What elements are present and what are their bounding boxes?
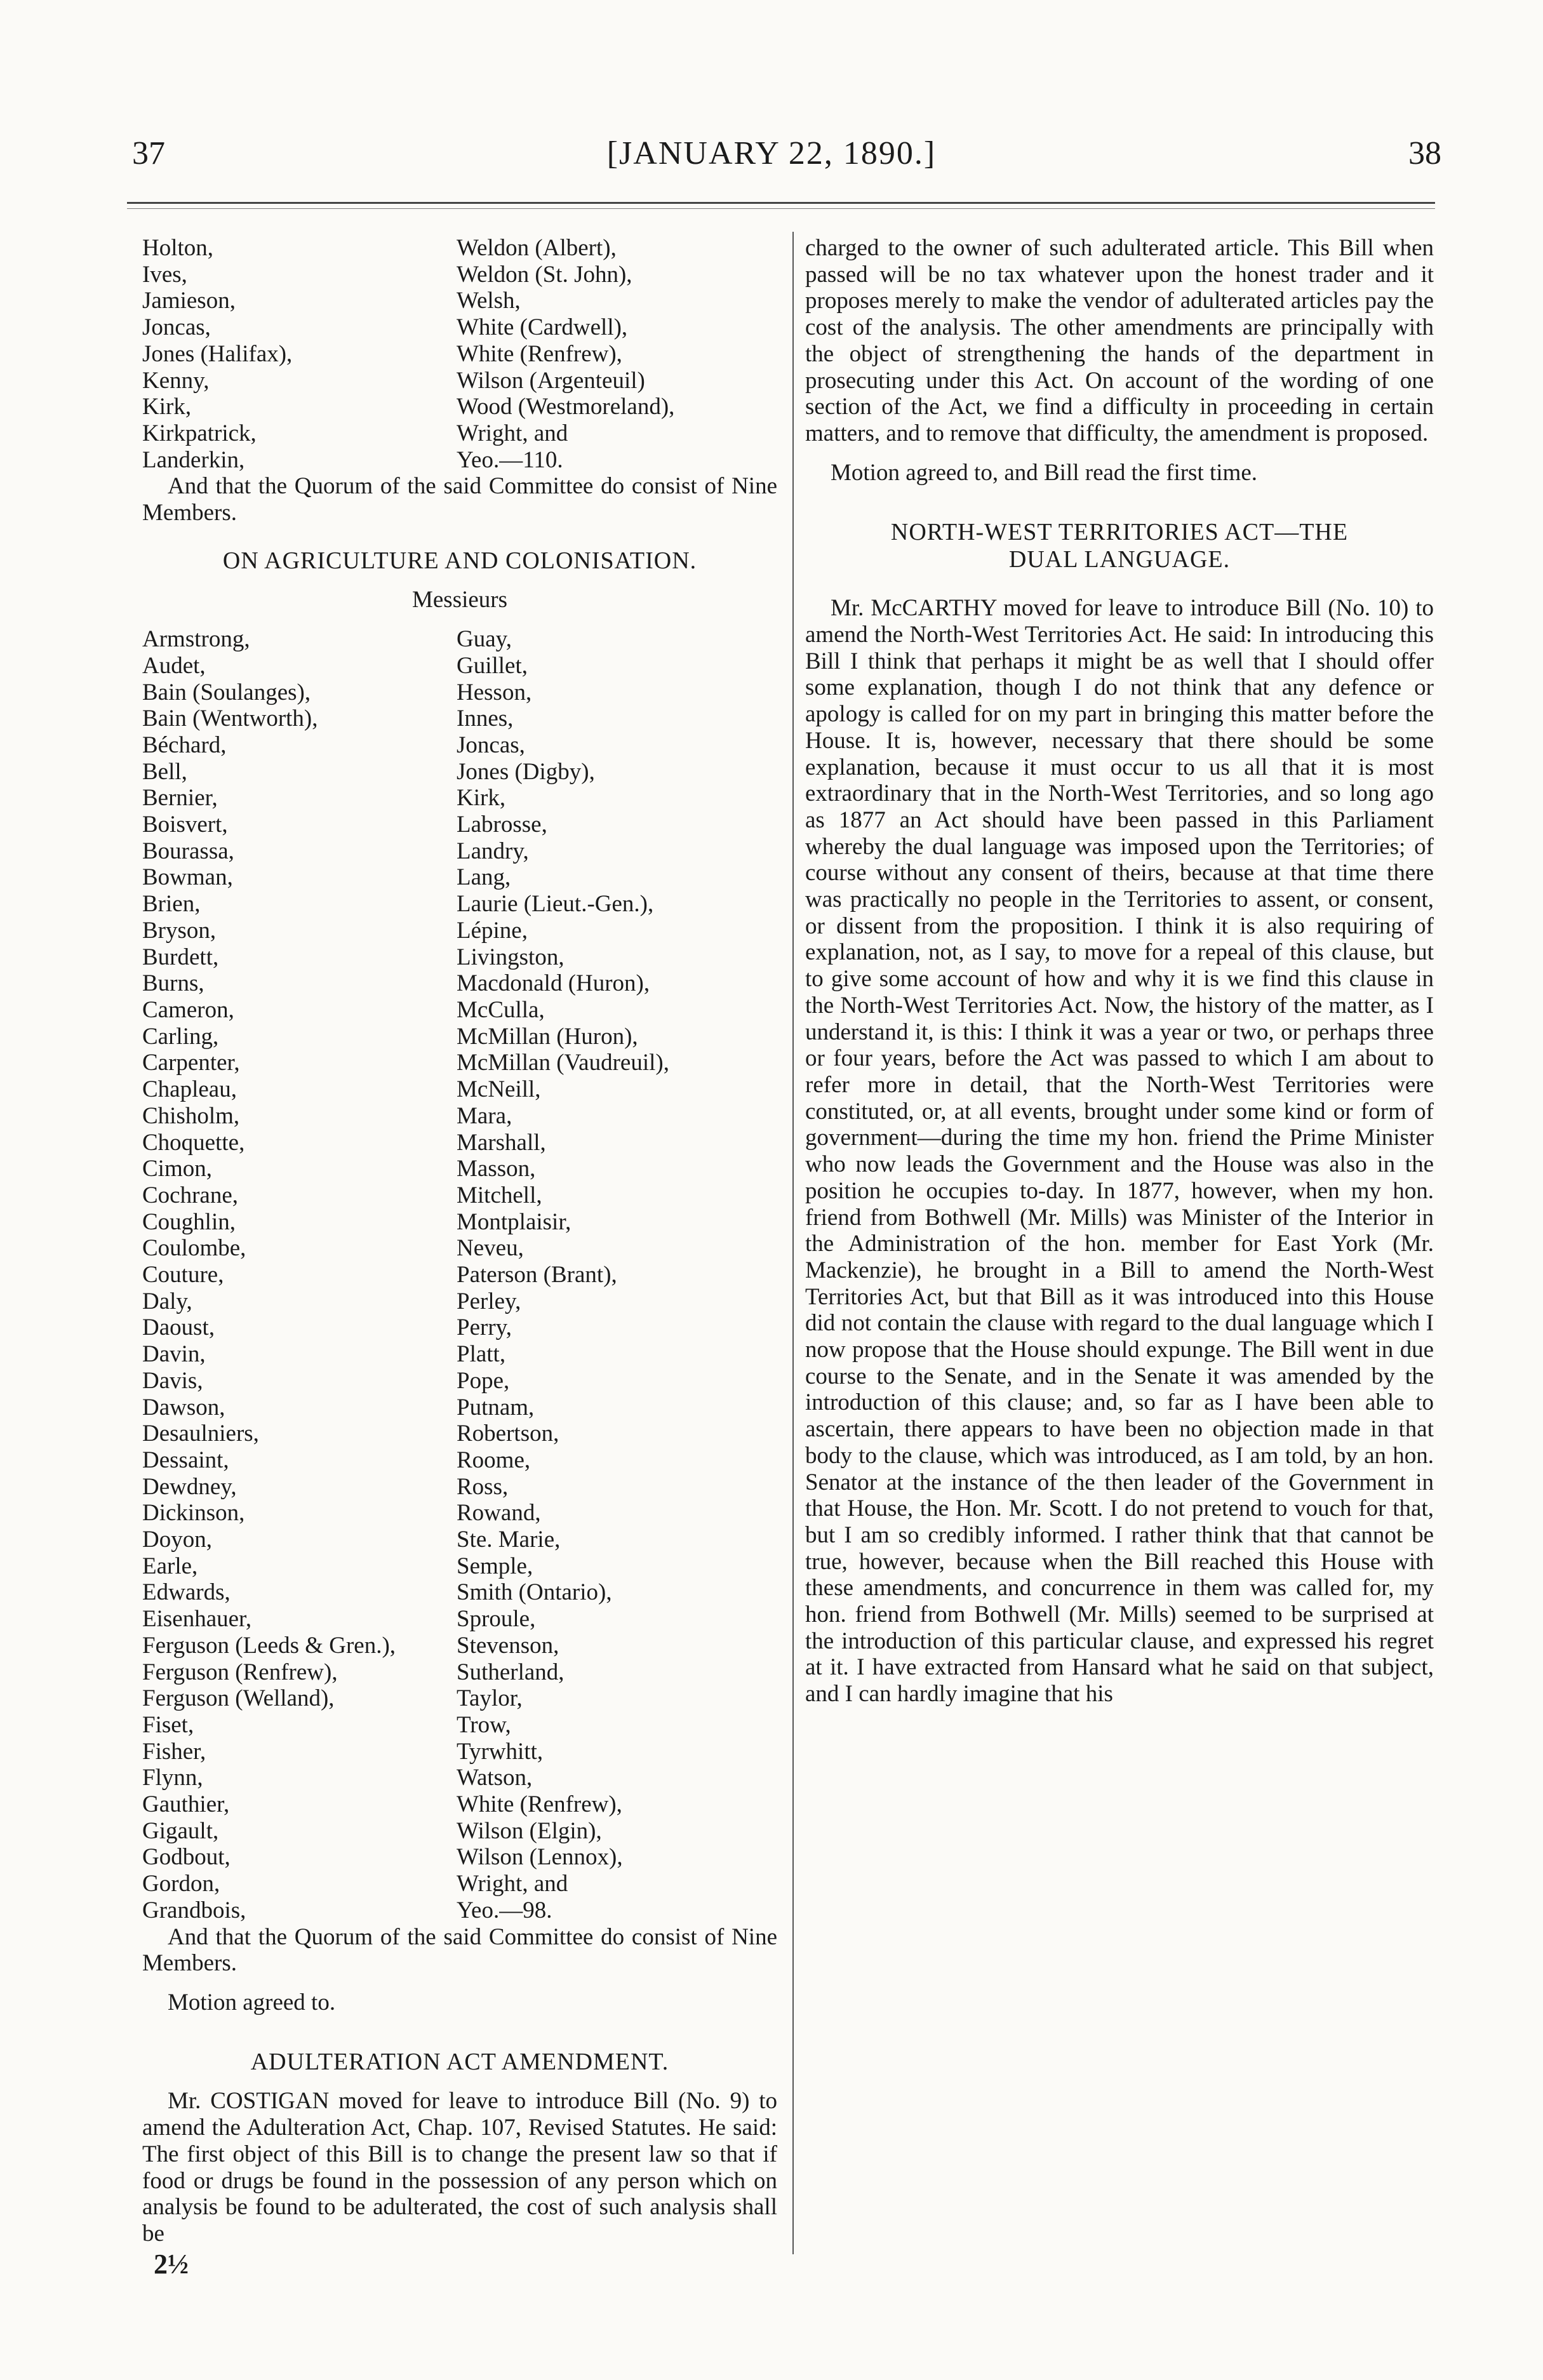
member-list-col2 [457,235,774,473]
member-name: Dessaint, [142,1447,229,1473]
member-name: Marshall, [457,1129,546,1156]
member-name: Landerkin, [142,446,245,473]
member-name: Bell, [142,758,187,785]
member-name: Daly, [142,1288,192,1314]
member-name: Carling, [142,1023,219,1050]
member-name: Ferguson (Leeds & Gren.), [142,1632,396,1659]
member-name: Ross, [457,1473,509,1500]
member-name: Mara, [457,1102,512,1129]
member-name: Wilson (Argenteuil) [457,367,645,394]
member-name: Choquette, [142,1129,245,1156]
member-name: Wright, and [457,1871,568,1897]
member-name: Doyon, [142,1527,212,1553]
continuation-paragraph: charged to the owner of such adulterated article. This Bill when passed will be no tax whatever upon the honest trader and it proposes merely to make the vendor of adulterated articles pay the cost of the analysis. The other amendments are principally with the object of strengthening the hands of the department in prosecuting under this Act. On account of the wording of one section of the Act, we find a difficulty in proceeding in certain matters, and to remove that difficulty, the amendment is proposed. [805,235,1434,446]
member-name: Yeo.—110. [457,446,563,473]
member-name: Boisvert, [142,812,228,838]
member-name: Jones (Digby), [457,758,595,785]
heading-line-2: DUAL LANGUAGE. [1008,546,1231,573]
member-name: Ste. Marie, [457,1527,561,1553]
member-name: Putnam, [457,1394,535,1421]
member-name: Masson, [457,1156,536,1182]
member-name: Couture, [142,1262,224,1288]
member-name: Earle, [142,1553,198,1579]
member-name: Mitchell, [457,1182,542,1208]
page-date: [JANUARY 22, 1890.] [606,135,937,171]
member-name: Brien, [142,891,201,918]
member-name: Laurie (Lieut.-Gen.), [457,891,654,918]
member-name: Kirk, [142,394,192,420]
member-name: Neveu, [457,1235,524,1262]
member-name: Perry, [457,1314,512,1341]
member-name: Paterson (Brant), [457,1262,617,1288]
member-name: Landry, [457,838,529,864]
member-name: White (Renfrew), [457,1791,622,1818]
member-name: McNeill, [457,1076,541,1103]
member-name: Weldon (Albert), [457,235,617,261]
member-name: Perley, [457,1288,521,1314]
member-name: Holton, [142,235,214,261]
member-list-col1 [142,235,457,473]
member-name: White (Cardwell), [457,314,628,341]
section-heading-adulteration: ADULTERATION ACT AMENDMENT. [250,2048,669,2075]
member-name: Fisher, [142,1738,206,1765]
left-column [142,235,777,2280]
member-name: Roome, [457,1447,531,1473]
motion-agreed: Motion agreed to. [168,1989,336,2016]
member-name: Guay, [457,626,512,653]
member-name: Fiset, [142,1711,194,1738]
member-name: Bowman, [142,864,233,891]
member-name: Bryson, [142,917,217,944]
member-name: Platt, [457,1341,506,1368]
member-name: Macdonald (Huron), [457,970,650,997]
member-name: Hesson, [457,679,532,705]
member-name: Kirkpatrick, [142,420,257,446]
member-name: Grandbois, [142,1897,246,1923]
member-name: Chisholm, [142,1102,240,1129]
member-name: Montplaisir, [457,1208,571,1235]
column-divider [792,232,794,2254]
member-name: Rowand, [457,1500,541,1527]
member-name: Tyrwhitt, [457,1738,544,1765]
member-name: Audet, [142,652,206,679]
member-name: Dewdney, [142,1473,237,1500]
page-number-left: 37 [132,135,165,171]
member-name: Kirk, [457,785,506,812]
signature-mark: 2½ [154,2248,189,2280]
member-name: Davis, [142,1367,203,1394]
page-header [0,0,1543,203]
member-name: Cameron, [142,996,234,1023]
member-name: Coulombe, [142,1235,246,1262]
member-name: Gauthier, [142,1791,230,1818]
member-name: Bourassa, [142,838,234,864]
member-name: Bernier, [142,785,218,812]
member-name: Jamieson, [142,288,236,314]
member-name: Weldon (St. John), [457,261,632,288]
member-name: Watson, [457,1765,533,1791]
member-name: Lépine, [457,917,528,944]
member-name: Pope, [457,1367,510,1394]
member-name: Sproule, [457,1606,536,1633]
mccarthy-paragraph: Mr. McCARTHY moved for leave to introduce Bill (No. 10) to amend the North-West Territories Act. He said: In introducing this Bill I think that perhaps it might be as well that I should offer some explanation, though I do not think that any defence or apology is called for on my part in bringing this matter before the House. It is, however, necessary that there should be some explanation, because it must occur to us all that it is most extraordinary that in the North-West Territories, and so long ago as 1877 an Act should have been passed in this Parliament whereby the dual language was imposed upon the Territories; of course without any consent of theirs, because at that time there was practically no people in the Territories to assent, or consent, or dissent from the proposition. I think it is also requiring of explanation, not, as I say, to move for a repeal of this clause, but to give some account of how and why it is we find this clause in the North-West Territories Act. Now, the history of the matter, as I understand it, is this: I think it was a year or two, or perhaps three or four years, before the Act was passed to which I am about to refer more in detail, that the North-West Territories were constituted, or, at all events, brought under some kind or form of government—during the time my hon. friend the Prime Minister who now leads the Government and the House was also in the position he occupies to-day. In 1877, however, when my hon. friend from Bothwell (Mr. Mills) was Minister of the Interior in the Administration of the hon. member for East York (Mr. Mackenzie), he brought in a Bill to amend the North-West Territories Act, but that Bill as it was introduced into this House did not contain the clause with regard to the dual language which I now propose that the House should expunge. The Bill went in due course to the Senate, and in the Senate it was amended by the introduction of this clause; and, so far as I have been able to ascertain, there appears to have been no objection made in that body to the clause, which was introduced, as I am told, by an hon. Senator at the instance of the then leader of the Government in that House, the Hon. Mr. Scott. I do not pretend to vouch for that, but I am so credibly informed. I rather think that that cannot be true, however, because when the Bill reached this House with these amendments, and concurrence in them was called for, my hon. friend from Bothwell (Mr. Mills) seemed to be surprised at the introduction of this particular clause, and expressed his regret at it. I have extracted from Hansard what he said on that subject, and I can hardly imagine that his [805,595,1434,1708]
costigan-paragraph: Mr. COSTIGAN moved for leave to introduce Bill (No. 9) to amend the Adulteration Act, Chap. 107, Revised Statutes. He said: The first object of this Bill is to change the present law so that if food or drugs be found in the possession of any person which on analysis be found to be adulterated, the cost of such analysis shall be [142,2088,777,2247]
page-number-right: 38 [1408,135,1441,171]
member-name: Wright, and [457,420,568,446]
member-name: McMillan (Vaudreuil), [457,1050,669,1076]
section-heading-agriculture: ON AGRICULTURE AND COLONISATION. [222,547,697,574]
member-name: Ferguson (Renfrew), [142,1659,338,1685]
member-name: McCulla, [457,996,545,1023]
heading-line-1: NORTH-WEST TERRITORIES ACT—THE [890,519,1349,546]
member-name: Taylor, [457,1685,523,1712]
member-name: Cochrane, [142,1182,239,1208]
member-name: Eisenhauer, [142,1606,252,1633]
member-name: Godbout, [142,1844,230,1871]
motion-agreed-first-reading: Motion agreed to, and Bill read the first time. [831,459,1257,486]
member-name: Armstrong, [142,626,250,653]
member-name: Jones (Halifax), [142,340,293,367]
member-name: Dawson, [142,1394,225,1421]
member-name: Innes, [457,705,514,732]
member-name: Labrosse, [457,812,547,838]
quorum-paragraph: And that the Quorum of the said Committee do consist of Nine Members. [142,1923,777,1977]
header-rule-thin [127,208,1435,209]
member-name: Trow, [457,1711,511,1738]
member-name: Ives, [142,261,187,288]
member-name: Daoust, [142,1314,215,1341]
member-name: Coughlin, [142,1208,236,1235]
committee-members-top [142,235,777,473]
member-name: Lang, [457,864,511,891]
member-name: Flynn, [142,1765,203,1791]
member-name: Dickinson, [142,1500,245,1527]
member-name: Guillet, [457,652,528,679]
member-name: Semple, [457,1553,533,1579]
member-name: Wood (Westmoreland), [457,394,675,420]
quorum-paragraph: And that the Quorum of the said Committee do consist of Nine Members. [142,473,777,526]
member-name: Gordon, [142,1871,220,1897]
member-name: McMillan (Huron), [457,1023,638,1050]
member-name: Desaulniers, [142,1421,259,1447]
member-name: Chapleau, [142,1076,237,1103]
member-name: Welsh, [457,288,521,314]
member-name: Gigault, [142,1817,219,1844]
member-name: Yeo.—98. [457,1897,552,1923]
member-name: Davin, [142,1341,206,1368]
committee-members-agriculture [142,626,777,1923]
member-name: Ferguson (Welland), [142,1685,335,1712]
member-name: Robertson, [457,1421,559,1447]
header-rule [127,202,1435,204]
member-name: Burdett, [142,944,219,970]
right-column [805,235,1434,1708]
member-name: Carpenter, [142,1050,240,1076]
member-list-col2 [457,626,774,1923]
member-name: Béchard, [142,732,227,758]
member-name: Cimon, [142,1156,212,1182]
member-list-col1 [142,626,457,1923]
member-name: White (Renfrew), [457,340,622,367]
member-name: Burns, [142,970,204,997]
section-heading-north-west [805,519,1434,573]
member-name: Joncas, [142,314,211,341]
member-name: Wilson (Elgin), [457,1817,602,1844]
member-name: Kenny, [142,367,210,394]
member-name: Stevenson, [457,1632,559,1659]
member-name: Smith (Ontario), [457,1579,612,1606]
messieurs-label: Messieurs [411,587,508,613]
member-name: Wilson (Lennox), [457,1844,623,1871]
member-name: Sutherland, [457,1659,564,1685]
member-name: Bain (Soulanges), [142,679,311,705]
member-name: Bain (Wentworth), [142,705,318,732]
member-name: Livingston, [457,944,564,970]
member-name: Edwards, [142,1579,230,1606]
member-name: Joncas, [457,732,525,758]
